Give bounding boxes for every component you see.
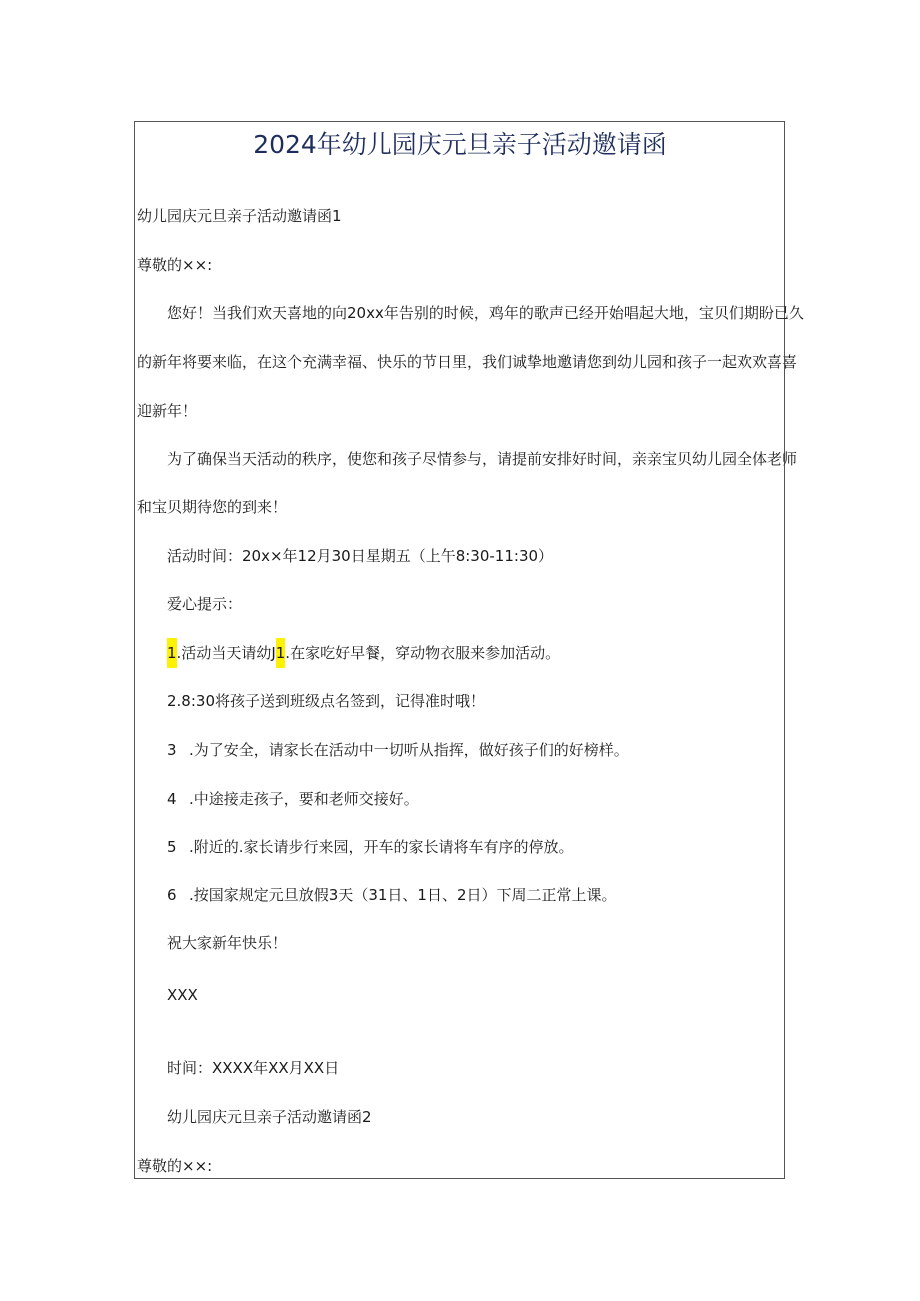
para2-line1: 为了确保当天活动的秩序，使您和孩子尽情参与，请提前安排好时间，亲亲宝贝幼儿园全体老师 [167, 450, 798, 468]
tip-text: .附近的.家长请步行来园，开车的家长请将车有序的停放。 [189, 838, 574, 856]
letter1-salutation: 尊敬的××: [137, 256, 213, 274]
tip-number: 3 [167, 741, 177, 759]
highlight-mark: 1 [276, 638, 286, 668]
letter1-heading: 幼儿园庆元旦亲子活动邀请函1 [137, 207, 342, 225]
tip-1-text-a: .活动当天请幼J [176, 644, 276, 662]
tip-6 [167, 885, 617, 905]
tip-text: .为了安全，请家长在活动中一切听从指挥，做好孩子们的好榜样。 [189, 741, 629, 759]
tip-5 [167, 837, 574, 857]
para2-line2: 和宝贝期待您的到来！ [137, 498, 288, 516]
tip-number: 6 [167, 886, 177, 904]
signature: XXX [167, 986, 198, 1004]
document-title: 2024年幼儿园庆元旦亲子活动邀请函 [253, 130, 667, 159]
tip-text: .按国家规定元旦放假3天（31日、1日、2日）下周二正常上课。 [189, 886, 617, 904]
tip-1 [167, 643, 560, 663]
letter2-heading: 幼儿园庆元旦亲子活动邀请函2 [167, 1108, 372, 1126]
activity-time: 活动时间：20x×年12月30日星期五（上午8:30-11:30） [167, 547, 554, 565]
tip-2: 2.8:30将孩子送到班级点名签到，记得准时哦！ [167, 692, 485, 710]
tip-1-text-b: .在家吃好早餐，穿动物衣服来参加活动。 [285, 644, 561, 662]
para1-line3: 迎新年！ [137, 402, 198, 420]
date-line: 时间：XXXX年XX月XX日 [167, 1059, 340, 1077]
tips-heading: 爱心提示： [167, 595, 243, 613]
tip-text: .中途接走孩子，要和老师交接好。 [189, 790, 419, 808]
greeting: 祝大家新年快乐！ [167, 934, 288, 952]
highlight-mark: 1 [167, 638, 177, 668]
tip-number: 4 [167, 790, 177, 808]
letter2-salutation: 尊敬的××: [137, 1157, 213, 1175]
tip-number: 5 [167, 838, 177, 856]
tip-4 [167, 789, 419, 809]
tip-3 [167, 740, 629, 760]
para1-line1: 您好！当我们欢天喜地的向20xx年告别的时候，鸡年的歌声已经开始唱起大地，宝贝们期盼已久 [167, 304, 804, 322]
para1-line2: 的新年将要来临，在这个充满幸福、快乐的节日里，我们诚挚地邀请您到幼儿园和孩子一起欢欢喜喜 [137, 353, 798, 371]
